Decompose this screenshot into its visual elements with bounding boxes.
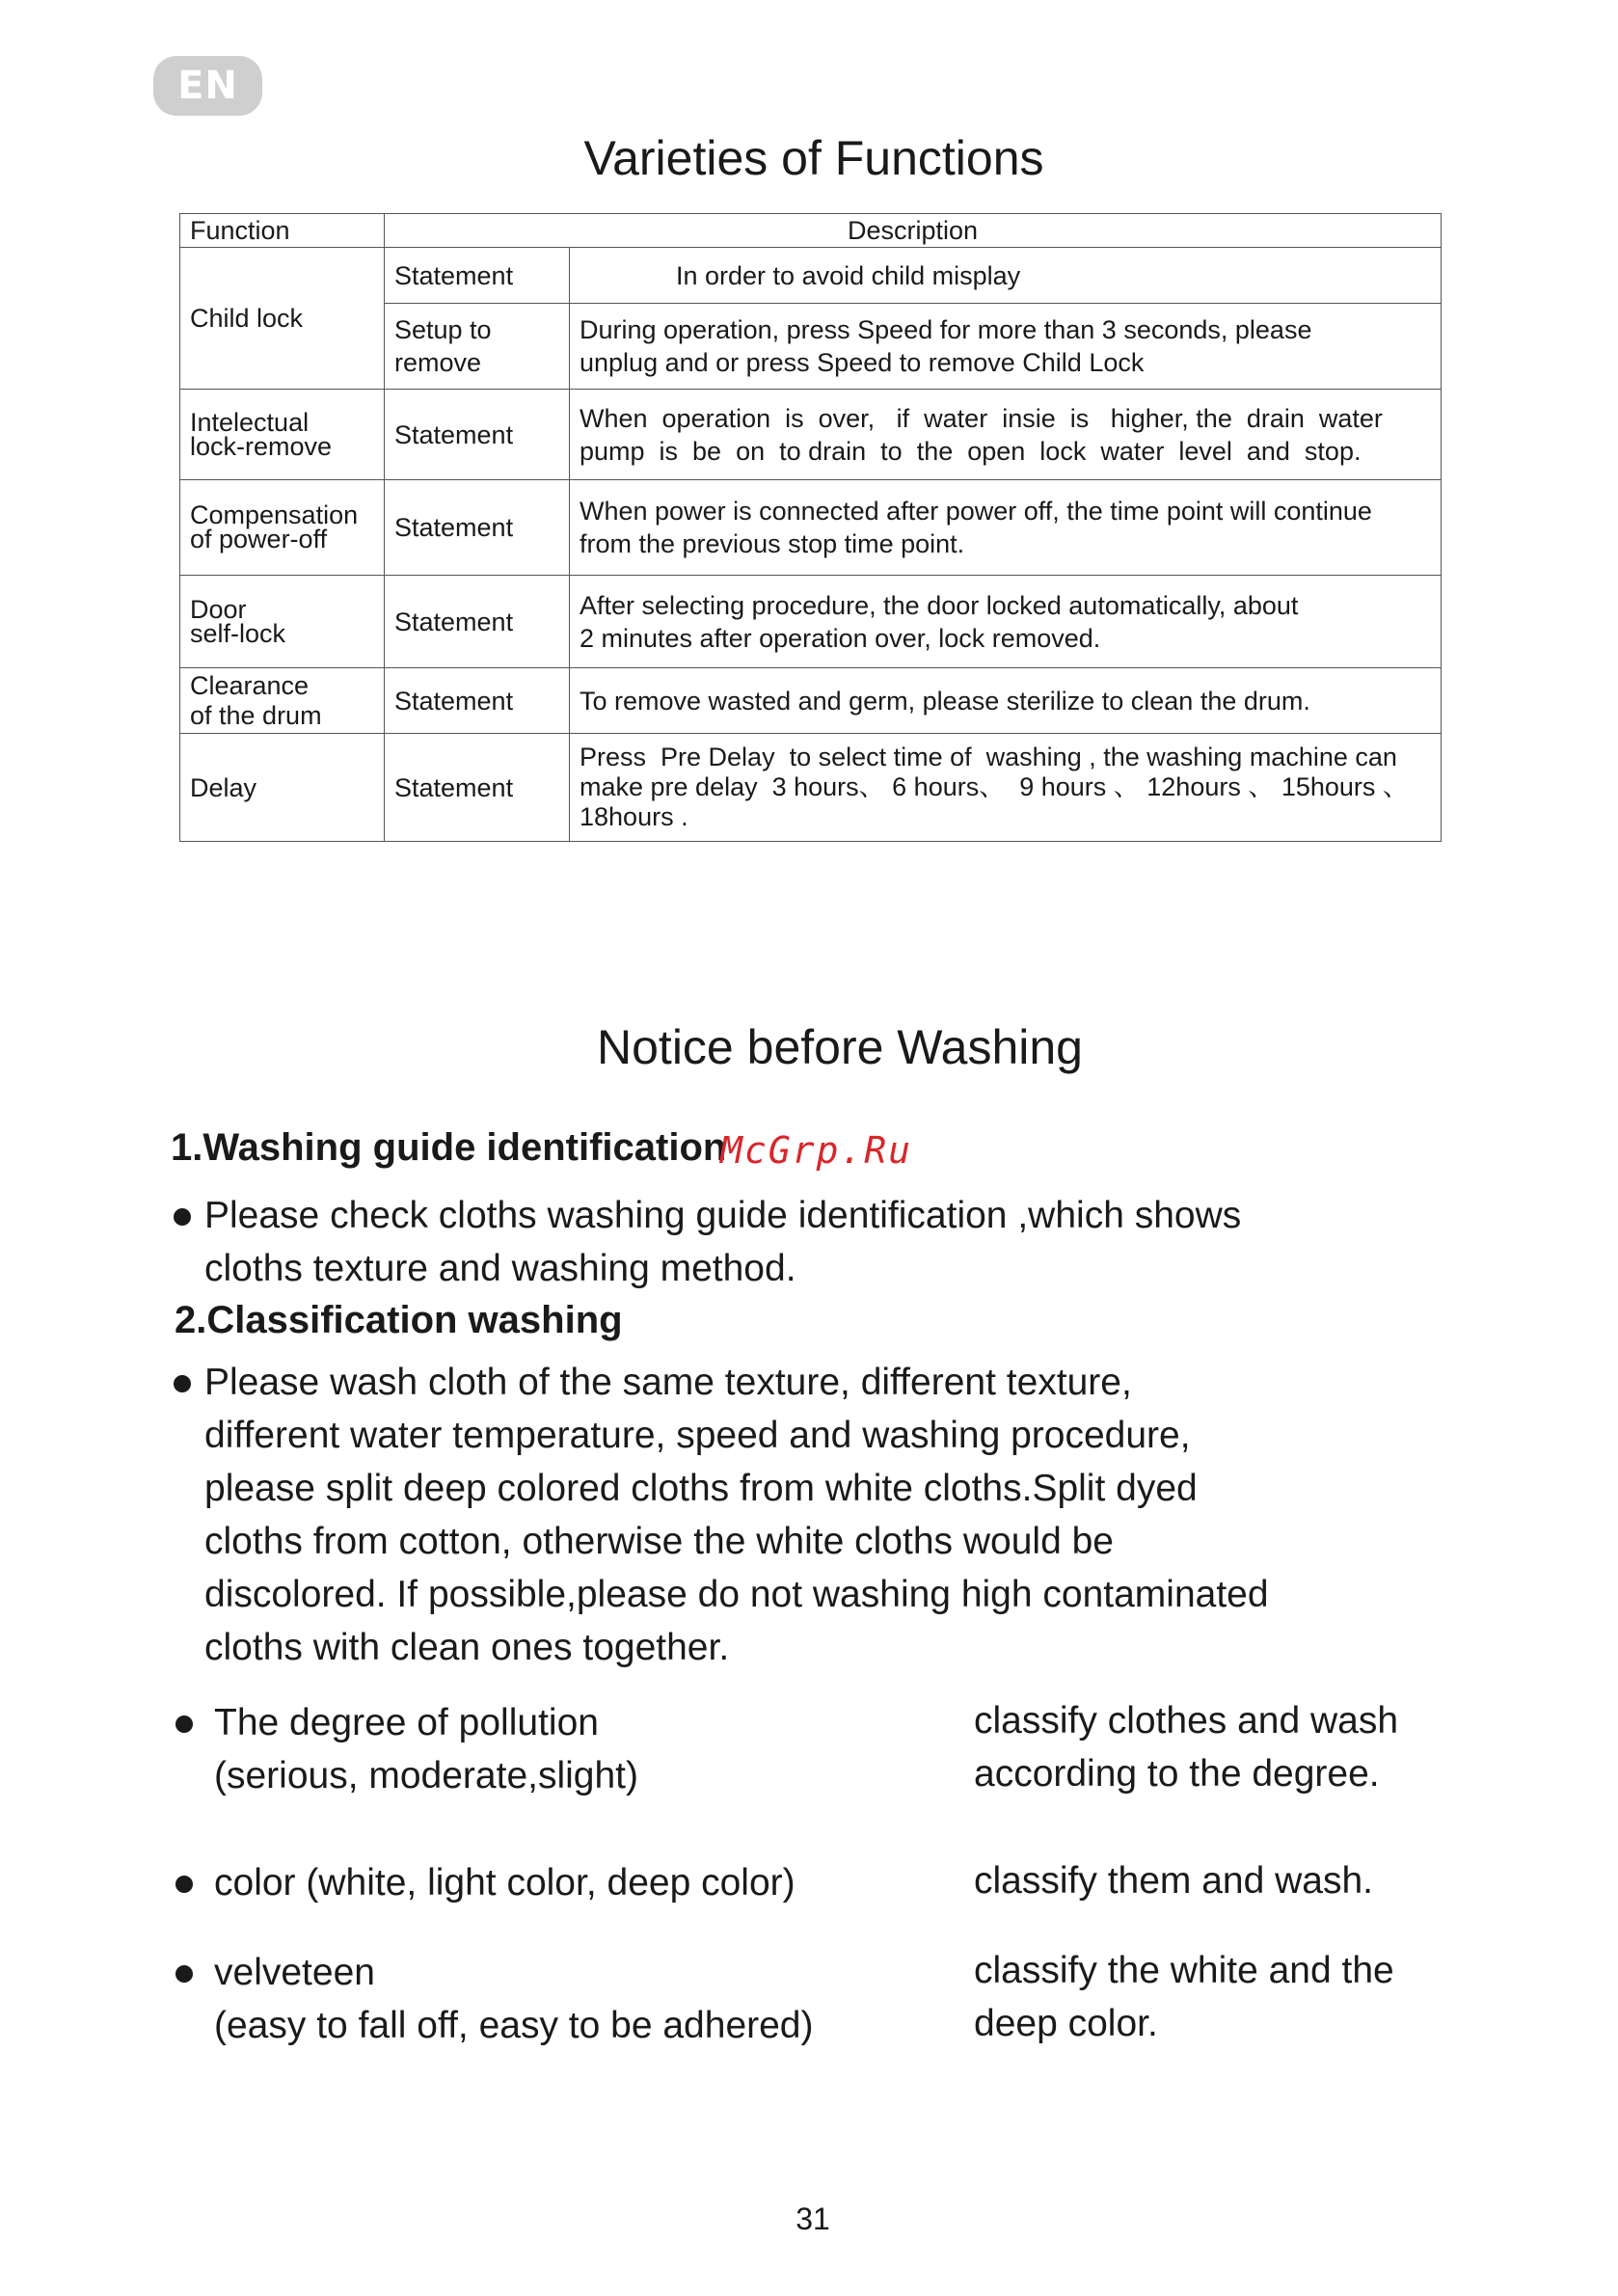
function-door-self-lock (180, 576, 385, 668)
classify-action (974, 1694, 1456, 1800)
statement-label: Statement (385, 480, 570, 576)
setup-label: Setup to remove (385, 304, 570, 390)
text-line: self-lock (190, 618, 286, 648)
text-line: classify them and wash. (974, 1860, 1374, 1902)
text-line: of power-off (190, 525, 328, 554)
table-row (180, 576, 1442, 668)
table-row (180, 390, 1442, 480)
bullet-icon (174, 1375, 191, 1392)
table-row (180, 668, 1442, 734)
text-line: cloths with clean ones together. (204, 1627, 730, 1668)
function-compensation (180, 480, 385, 576)
header-function: Function (180, 214, 385, 248)
text-line: deep color. (974, 2003, 1158, 2044)
function-delay: Delay (180, 734, 385, 842)
classify-criterion (214, 1856, 947, 1909)
text-line: 18hours . (580, 802, 688, 831)
text-line: After selecting procedure, the door locked automatically, about (580, 590, 1299, 620)
classify-action (974, 1944, 1456, 2050)
text-line: The degree of pollution (214, 1702, 599, 1743)
classify-criterion (214, 1696, 947, 1802)
statement-text (570, 480, 1442, 576)
text-line: of the drum (190, 700, 322, 730)
functions-table (179, 213, 1442, 842)
function-clearance-drum (180, 668, 385, 734)
text-line: Compensation (190, 500, 359, 529)
table-row (180, 480, 1442, 576)
classify-criterion (214, 1946, 947, 2052)
text-line: pump is be on to drain to the open lock water level and stop. (580, 436, 1362, 466)
text-line: classify clothes and wash (974, 1700, 1399, 1742)
page-number: 31 (796, 2201, 830, 2236)
classification-paragraph (174, 1356, 1331, 1674)
function-intelectual-lock (180, 390, 385, 480)
text-line: When power is connected after power off, the time point will continue (580, 497, 1372, 526)
table-row (180, 248, 1442, 304)
statement-text (570, 390, 1442, 480)
text-line: different water temperature, speed and washing procedure, (204, 1415, 1191, 1456)
language-badge: EN (153, 56, 262, 116)
section-heading-washing-guide: 1.Washing guide identification (171, 1126, 727, 1169)
text-line: lock-remove (190, 431, 333, 461)
statement-text: In order to avoid child misplay (570, 248, 1442, 304)
text-line: Please wash cloth of the same texture, different texture, (204, 1362, 1132, 1403)
text-line: Press Pre Delay to select time of washing , the washing machine can (580, 743, 1397, 771)
statement-text (570, 576, 1442, 668)
functions-title: Varieties of Functions (583, 131, 1044, 185)
statement-label: Statement (385, 668, 570, 734)
text-line: (serious, moderate,slight) (214, 1755, 639, 1796)
text-line: unplug and or press Speed to remove Child Lock (580, 348, 1145, 377)
section-heading-classification: 2.Classification washing (175, 1299, 623, 1341)
text-line: make pre delay 3 hours、 6 hours、 9 hours 、 12hours 、 15hours 、 (580, 772, 1409, 801)
bullet-icon (175, 1876, 193, 1893)
text-line: please split deep colored cloths from white cloths.Split dyed (204, 1468, 1198, 1509)
text-line: When operation is over, if water insie is higher, the drain water (580, 403, 1383, 433)
classify-action (974, 1854, 1456, 1907)
function-child-lock: Child lock (180, 248, 385, 390)
statement-label: Statement (385, 248, 570, 304)
text-line: cloths texture and washing method. (204, 1248, 796, 1289)
statement-label: Statement (385, 734, 570, 842)
table-header-row (180, 214, 1442, 248)
statement-text (570, 304, 1442, 390)
text-line: 2 minutes after operation over, lock removed. (580, 623, 1101, 653)
notice-title: Notice before Washing (597, 1020, 1083, 1074)
text-line: Door (190, 594, 247, 624)
text-line: During operation, press Speed for more than 3 seconds, please (580, 315, 1312, 344)
statement-label: Statement (385, 576, 570, 668)
bullet-icon (175, 1965, 193, 1983)
text-line: (easy to fall off, easy to be adhered) (214, 2005, 814, 2046)
statement-label: Statement (385, 390, 570, 480)
watermark-text: McGrp.Ru (720, 1129, 913, 1172)
text-line: Clearance (190, 670, 310, 700)
table-row (180, 734, 1442, 842)
text-line: according to the degree. (974, 1753, 1380, 1795)
text-line: velveteen (214, 1952, 375, 1993)
text-line: classify the white and the (974, 1950, 1394, 1991)
text-line: Please check cloths washing guide identification ,which shows (204, 1195, 1242, 1236)
text-line: from the previous stop time point. (580, 529, 965, 558)
washing-guide-paragraph (174, 1189, 1331, 1295)
bullet-icon (174, 1208, 191, 1226)
bullet-icon (175, 1715, 193, 1733)
text-line: Intelectual (190, 407, 310, 437)
statement-text: To remove wasted and germ, please sterilize to clean the drum. (570, 668, 1442, 734)
text-line: color (white, light color, deep color) (214, 1862, 796, 1904)
header-description: Description (385, 214, 1442, 248)
text-line: discolored. If possible,please do not washing high contaminated (204, 1574, 1269, 1615)
text-line: cloths from cotton, otherwise the white cloths would be (204, 1521, 1114, 1562)
statement-text (570, 734, 1442, 842)
